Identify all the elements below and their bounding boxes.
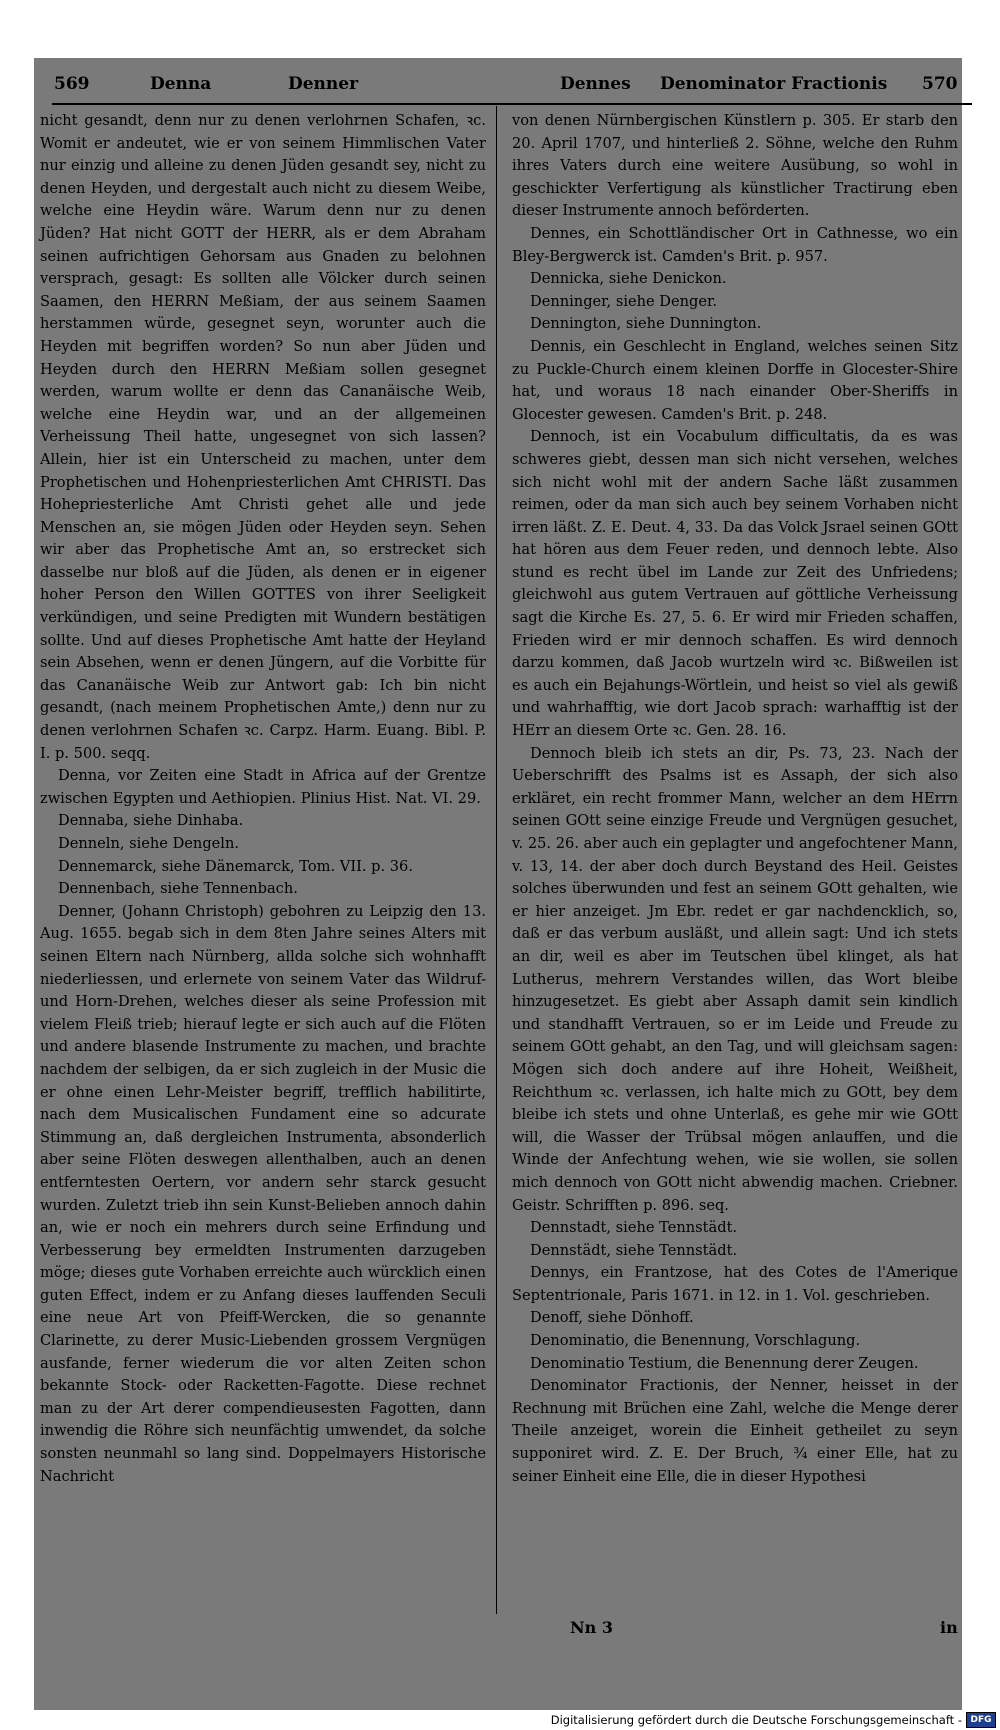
running-head-left-2: Denner	[288, 74, 359, 94]
entry-dennoch-bleib: Dennoch bleib ich stets an dir, Ps. 73, 23. Nach der Ueberschrifft des Psalms ist es Assaph, der sich also erkläret, ein recht frommer Mann, welcher an dem HErrn seinen GOtt seine einzige Freude und Vergnügen gesuchet, v. 25. 26. aber auch ein geplagter und angefochtener Mann, v. 13, 14. der aber doch durch Beystand des Heil. Geistes solches überwunden und fest an seinem GOtt gehalten, wie er hier anzeiget. Jm Ebr. redet er gar nachdencklich, so, daß er das verbum ausläßt, und allein sagt: Und ich stets an dir, weil es aber im Teutschen übel klinget, als hat Lutherus, mehrern Verstandes willen, das Wort bleibe hinzugesetzet. Es giebt aber Assaph damit sein kindlich und standhafft Vertrauen, so er im Leide und Freude zu seinem GOtt gehabt, an den Tag, und will gleichsam sagen: Mögen sich doch andere auf ihre Hoheit, Weißheit, Reichthum ꝛc. verlassen, ich halte mich zu GOtt, bey dem bleibe ich stets und ohne Unterlaß, es gehe mir wie GOtt will, die Wasser der Trübsal mögen anlauffen, und die Winde der Anfechtung wehen, wie sie wollen, sie sollen mich dennoch von GOtt nicht abwendig machen. Criebner. Geistr. Schrifften p. 896. seq.	[512, 744, 958, 1214]
entry-denominator-fractionis: Denominator Fractionis, der Nenner, heisset in der Rechnung mit Brüchen eine Zahl, welche die Menge derer Theile anzeiget, worein die Einheit getheilet zu seyn supponiret wird. Z. E. Der Bruch, ¾ einer Elle, hat zu seiner Einheit eine Elle, die in dieser Hypothesi	[512, 1377, 958, 1485]
entry-dennis: Dennis, ein Geschlecht in England, welches seinen Sitz zu Puckle-Church einem kleinen Dorffe in Glocester-Shire hat, und woraus 18 nach einander Ober-Sheriffs in Glocester gewesen. Camden's Brit. p. 248.	[512, 337, 958, 423]
signature-mark: Nn 3	[570, 1618, 613, 1637]
entry-dennicka: Dennicka, siehe Denickon.	[530, 270, 727, 288]
entry-denna: Denna, vor Zeiten eine Stadt in Africa auf der Grentze zwischen Egypten und Aethiopien. Plinius Hist. Nat. VI. 29.	[40, 767, 486, 807]
running-head-right-2: Denominator Fractionis	[660, 74, 888, 94]
entry-denner: Denner, (Johann Christoph) gebohren zu Leipzig den 13. Aug. 1655. begab sich in dem 8ten Jahre seines Alters mit seinen Eltern nach Nürnberg, allda solche sich wohnhafft niederliessen, und erlernete von seinem Vater das Wildruf- und Horn-Drehen, welches dieser als seine Profession mit vielem Fleiß trieb; hierauf legte er sich auch auf die Flöten und andere blasende Instrumente zu machen, und brachte nachdem der selbigen, da er sich zugleich in der Music die er ohne einen Lehr-Meister begriff, trefflich habilitirte, nach dem Musicalischen Fundament eine so adcurate Stimmung an, daß dergleichen Instrumenta, absonderlich aber seine Flöten deswegen allenthalben, auch an denen entferntesten Oertern, vor andern sehr starck gesucht wurden. Zuletzt trieb ihn sein Kunst-Belieben annoch dahin an, wie er noch ein mehrers durch seine Erfindung und Verbesserung bey ermeldten Instrumenten darzugeben möge; dieses gute Vorhaben erreichte auch würcklich einen guten Effect, indem er zu Anfang dieses lauffenden Seculi eine neue Art von Pfeiff-Wercken, die so genannte Clarinette, zu derer Music-Liebenden grossem Vergnügen ausfande, ferner wiederum die vor alten Zeiten schon bekannte Stock- oder Racketten-Fagotte. Diese rechnet man zu der Art derer compendieusesten Fagotten, dann inwendig die Röhre sich neunfächtig umwendet, da solche sonsten neunmahl so lang sind. Doppelmayers Historische Nachricht	[40, 902, 486, 1485]
entry-denninger: Denninger, siehe Denger.	[530, 292, 718, 310]
right-column	[512, 110, 958, 1488]
entry-dennemarck: Dennemarck, siehe Dänemarck, Tom. VII. p. 36.	[58, 857, 413, 875]
left-column	[40, 110, 486, 1488]
entry-dennenbach: Dennenbach, siehe Tennenbach.	[58, 880, 298, 898]
paragraph-continuation: nicht gesandt, denn nur zu denen verlohrnen Schafen, ꝛc. Womit er andeutet, wie er von seinem Himmlischen Vater nur einzig und alleine zu denen Jüden gesandt sey, nicht zu denen Heyden, und dergestalt auch nicht zu diesem Weibe, welche eine Heydin wäre. Warum denn nur zu denen Jüden? Hat nicht GOTT der HERR, als er dem Abraham seinen aufrichtigen Gehorsam aus Gnaden zu belohnen versprach, gesagt: Es sollten alle Völcker durch seinen Saamen, den HERRN Meßiam, der aus seinem Saamen herstammen würde, gesegnet seyn, worunter auch die Heyden mit begriffen worden? So nun aber Jüden und Heyden durch den HERRN Meßiam sollen gesegnet werden, warum wollte er denn das Cananäische Weib, welche eine Heydin war, und an der allgemeinen Verheissung Theil hatte, ungesegnet von sich lassen? Allein, hier ist ein Unterscheid zu machen, unter dem Prophetischen und Hohenpriesterlichen Amt CHRISTI. Das Hohepriesterliche Amt Christi gehet alle und jede Menschen an, sie mögen Jüden oder Heyden seyn. Sehen wir aber das Prophetische Amt an, so erstrecket sich dasselbe nur bloß auf die Jüden, als denen er in eigener hoher Person den Willen GOTTES von ihrer Seeligkeit verkündigen, und seine Predigten mit Wundern bestätigen sollte. Und auf dieses Prophetische Amt hatte der Heyland sein Absehen, wenn er denen Jüngern, auf die Vorbitte für das Cananäische Weib zur Antwort gab: Ich bin nicht gesandt, (nach meinem Prophetischen Amte,) denn nur zu denen verlohrnen Schafen ꝛc. Carpz. Harm. Euang. Bibl. P. I. p. 500. seqq.	[40, 112, 486, 762]
entry-dennstaedt: Dennstädt, siehe Tennstädt.	[530, 1241, 738, 1259]
page-number-left: 569	[54, 74, 90, 94]
column-divider	[496, 106, 497, 1614]
page-number-right: 570	[922, 74, 958, 94]
entry-denominatio-testium: Denominatio Testium, die Benennung derer Zeugen.	[530, 1354, 919, 1372]
entry-dennington: Dennington, siehe Dunnington.	[530, 315, 762, 333]
running-head-right-1: Dennes	[560, 74, 631, 94]
header-rule	[52, 103, 972, 105]
funding-notice: Digitalisierung gefördert durch die Deutsche Forschungsgemeinschaft -	[550, 1713, 962, 1727]
entry-denneln: Denneln, siehe Dengeln.	[58, 835, 240, 852]
catchword: in	[940, 1618, 958, 1637]
entry-denominatio: Denominatio, die Benennung, Vorschlagung.	[530, 1332, 861, 1350]
entry-dennstadt: Dennstadt, siehe Tennstädt.	[530, 1219, 738, 1237]
entry-dennes: Dennes, ein Schottländischer Ort in Cathnesse, wo ein Bley-Bergwerck ist. Camden's Brit. p. 957.	[512, 224, 958, 265]
running-head-left-1: Denna	[150, 74, 212, 94]
entry-dennys: Dennys, ein Frantzose, hat des Cotes de l'Amerique Septentrionale, Paris 1671. in 12. in 1. Vol. geschrieben.	[512, 1264, 958, 1304]
entry-dennaba: Dennaba, siehe Dinhaba.	[58, 812, 244, 830]
dfg-logo-icon: DFG	[966, 1712, 996, 1728]
entry-denoff: Denoff, siehe Dönhoff.	[530, 1309, 694, 1327]
paragraph-continuation: von denen Nürnbergischen Künstlern p. 305. Er starb den 20. April 1707, und hinterließ 2. Söhne, welche den Ruhm ihres Vaters durch eine weitere Ausübung, so wohl in geschickter Verfertigung als künstlicher Tractirung eben dieser Instrumente annoch beförderten.	[512, 112, 958, 220]
entry-dennoch: Dennoch, ist ein Vocabulum difficultatis, da es was schweres giebt, dessen man sich nicht versehen, welches sich nicht wohl mit der andern Sache läßt zusammen reimen, oder da man sich auch bey seinem Vorhaben nicht irren läßt. Z. E. Deut. 4, 33. Da das Volck Jsrael seinen GOtt hat hören aus dem Feuer reden, und dennoch lebte. Also stund es recht übel im Lande zur Zeit des Unfriedens; gleichwohl aus gutem Vertrauen auf göttliche Verheissung sagt die Kirche Es. 27, 5. 6. Er wird mir Frieden schaffen, Frieden wird er mir dennoch schaffen. Es wird dennoch darzu kommen, daß Jacob wurtzeln wird ꝛc. Bißweilen ist es auch ein Bejahungs-Wörtlein, und heist so viel als gewiß und wahrhafftig, wie dort Jacob sprach: warhafftig ist der HErr an diesem Orte ꝛc. Gen. 28. 16.	[512, 428, 958, 740]
